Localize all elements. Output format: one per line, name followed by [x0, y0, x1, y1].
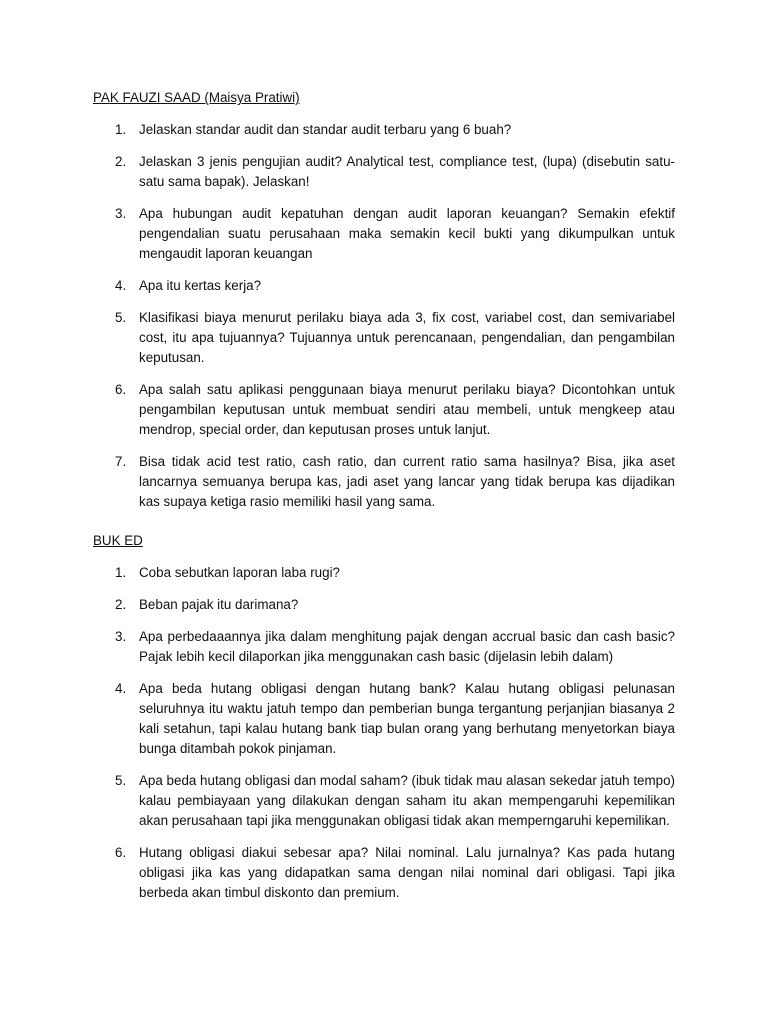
list-item — [93, 595, 675, 615]
list-item — [93, 380, 675, 440]
item-number: 6. — [115, 845, 127, 860]
item-number: 4. — [115, 681, 127, 696]
item-text: Coba sebutkan laporan laba rugi? — [139, 565, 341, 580]
item-number: 1. — [115, 565, 127, 580]
item-text: Apa salah satu aplikasi penggunaan biaya menurut perilaku biaya? Dicontohkan untuk pengambilan keputusan untuk membuat sendiri atau membeli, untuk mengkeep atau mendrop, special order, dan keputusan proses untuk lanjut. — [139, 382, 675, 437]
item-text: Hutang obligasi diakui sebesar apa? Nilai nominal. Lalu jurnalnya? Kas pada hutang obligasi jika kas yang didapatkan sama dengan nilai nominal dari obligasi. Tapi jika berbeda akan timbul diskonto dan premium. — [139, 845, 675, 900]
item-text: Apa itu kertas kerja? — [139, 278, 262, 293]
item-text: Bisa tidak acid test ratio, cash ratio, dan current ratio sama hasilnya? Bisa, jika aset lancarnya semuanya berupa kas, jadi aset yang lancar yang tidak berupa kas dijadikan kas supaya ketiga rasio memiliki hasil yang sama. — [139, 454, 675, 509]
question-list-buk-ed — [93, 563, 675, 903]
list-item — [93, 627, 675, 667]
question-list-pak-fauzi — [93, 120, 675, 512]
item-number: 7. — [115, 454, 127, 469]
list-item — [93, 152, 675, 192]
item-number: 3. — [115, 629, 127, 644]
list-item — [93, 563, 675, 583]
item-number: 2. — [115, 154, 127, 169]
document-content — [93, 88, 675, 903]
list-item — [93, 308, 675, 368]
item-text: Apa beda hutang obligasi dan modal saham? (ibuk tidak mau alasan sekedar jatuh tempo) kalau pembiayaan yang dilakukan dengan saham itu akan mempengaruhi kepemilikan akan perusahaan tapi jika menggunakan obligasi tidak akan memperngaruhi kepemilikan. — [139, 773, 675, 828]
list-item — [93, 452, 675, 512]
item-number: 1. — [115, 122, 127, 137]
item-text: Jelaskan standar audit dan standar audit terbaru yang 6 buah? — [139, 122, 512, 137]
item-text: Klasifikasi biaya menurut perilaku biaya ada 3, fix cost, variabel cost, dan semivariabel cost, itu apa tujuannya? Tujuannya untuk perencanaan, pengendalian, dan pengambilan keputusan. — [139, 310, 675, 365]
item-text: Apa beda hutang obligasi dengan hutang bank? Kalau hutang obligasi pelunasan seluruhnya itu waktu jatuh tempo dan pemberian bunga tergantung perjanjian biasanya 2 kali setahun, tapi kalau hutang bank tiap bulan orang yang berhutang menyetorkan biaya bunga ditambah pokok pinjaman. — [139, 681, 675, 756]
list-item — [93, 843, 675, 903]
item-text: Beban pajak itu darimana? — [139, 597, 299, 612]
list-item — [93, 276, 675, 296]
item-number: 5. — [115, 310, 127, 325]
item-text: Jelaskan 3 jenis pengujian audit? Analytical test, compliance test, (lupa) (disebutin satu-satu sama bapak). Jelaskan! — [139, 154, 675, 189]
item-text: Apa perbedaaannya jika dalam menghitung pajak dengan accrual basic dan cash basic? Pajak lebih kecil dilaporkan jika menggunakan cash basic (dijelasin lebih dalam) — [139, 629, 675, 664]
item-number: 5. — [115, 773, 127, 788]
list-item — [93, 771, 675, 831]
section-heading-buk-ed: BUK ED — [93, 533, 143, 548]
item-text: Apa hubungan audit kepatuhan dengan audit laporan keuangan? Semakin efektif pengendalian suatu perusahaan maka semakin kecil bukti yang dikumpulkan untuk mengaudit laporan keuangan — [139, 206, 675, 261]
list-item — [93, 679, 675, 759]
list-item — [93, 204, 675, 264]
item-number: 3. — [115, 206, 127, 221]
list-item — [93, 120, 675, 140]
item-number: 4. — [115, 278, 127, 293]
section-heading-pak-fauzi: PAK FAUZI SAAD (Maisya Pratiwi) — [93, 90, 300, 105]
item-number: 6. — [115, 382, 127, 397]
item-number: 2. — [115, 597, 127, 612]
